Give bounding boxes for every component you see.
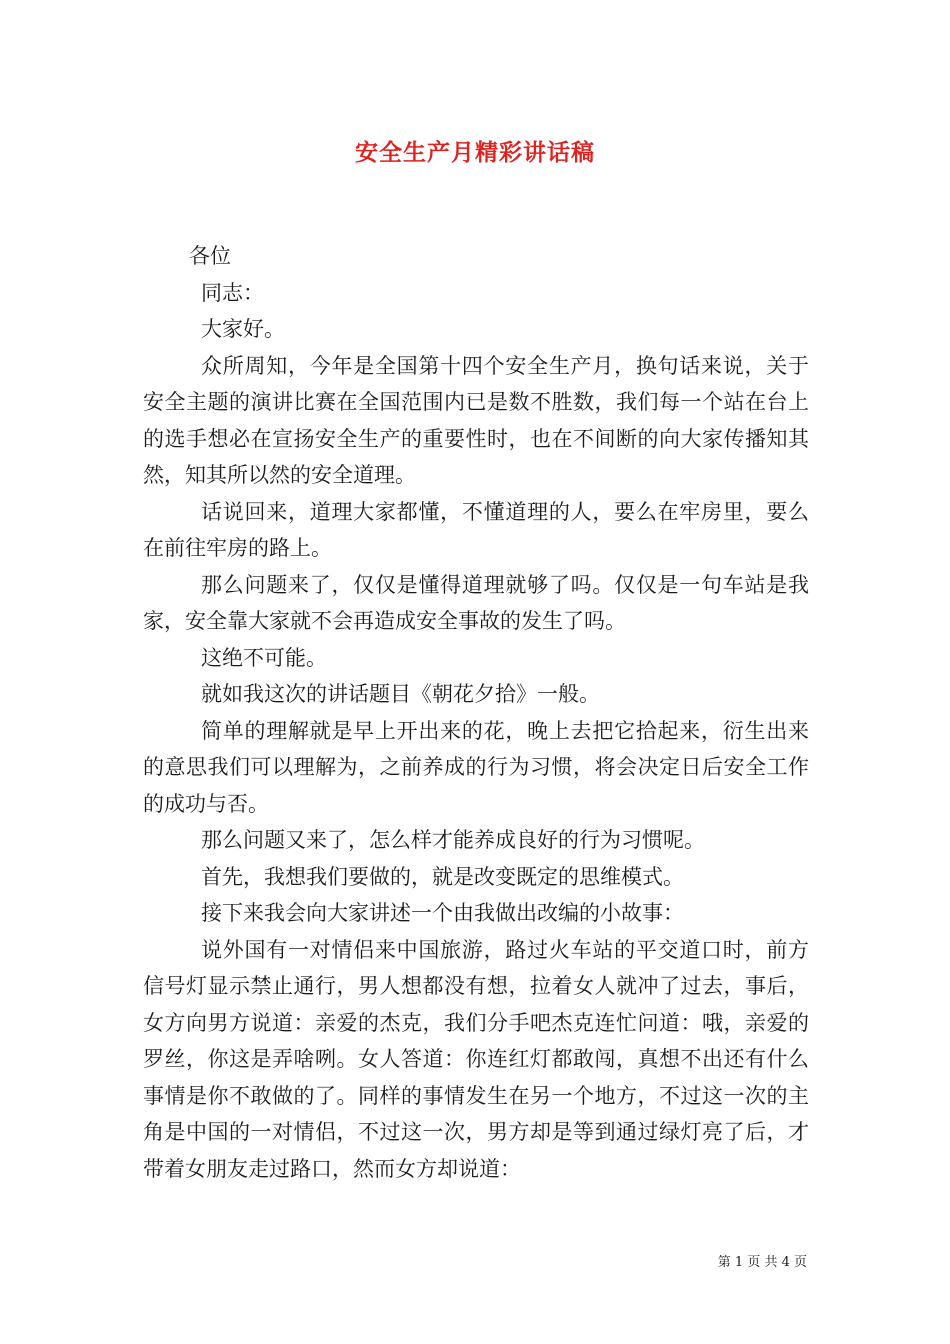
greeting-line: 各位 bbox=[189, 244, 231, 268]
paragraph: 首先，我想我们要做的，就是改变既定的思维模式。 bbox=[201, 864, 684, 889]
paragraph: 说外国有一对情侣来中国旅游，路过火车站的平交道口时，前方信号灯显示禁止通行，男人想都没有想，拉着女人就冲了过去，事后，女方向男方说道：亲爱的杰克，我们分手吧杰克连忙问道：哦，亲爱的罗丝，你这是弄啥咧。女人答道：你连红灯都敢闯，真想不出还有什么事情是你不敢做的了。同样的事情发生在另一个地方，不过这一次的主角是中国的一对情侣，不过这一次，男方却是等到通过绿灯亮了后，才带着女朋友走过路口，然而女方却说道： bbox=[143, 937, 809, 1181]
greeting-line: 同志： bbox=[201, 280, 264, 305]
paragraph: 众所周知，今年是全国第十四个安全生产月，换句话来说，关于安全主题的演讲比赛在全国范围内已是数不胜数，我们每一个站在台上的选手想必在宣扬安全生产的重要性时，也在不间断的向大家传播知其然，知其所以然的安全道理。 bbox=[143, 353, 809, 487]
paragraph: 那么问题来了，仅仅是懂得道理就够了吗。仅仅是一句车站是我家，安全靠大家就不会再造成安全事故的发生了吗。 bbox=[143, 572, 809, 633]
paragraph: 简单的理解就是早上开出来的花，晚上去把它拾起来，衍生出来的意思我们可以理解为，之前养成的行为习惯，将会决定日后安全工作的成功与否。 bbox=[143, 718, 809, 816]
document-body bbox=[143, 238, 809, 1187]
paragraph: 这绝不可能。 bbox=[201, 645, 327, 670]
page-number: 第 1 页 共 4 页 bbox=[717, 1255, 807, 1270]
paragraph: 大家好。 bbox=[201, 317, 285, 341]
paragraph: 那么问题又来了，怎么样才能养成良好的行为习惯呢。 bbox=[201, 828, 705, 852]
document-title: 安全生产月精彩讲话稿 bbox=[355, 139, 595, 166]
paragraph: 就如我这次的讲话题目《朝花夕拾》一般。 bbox=[201, 682, 600, 706]
paragraph: 接下来我会向大家讲述一个由我做出改编的小故事： bbox=[201, 901, 684, 925]
paragraph: 话说回来，道理大家都懂，不懂道理的人，要么在牢房里，要么在前往牢房的路上。 bbox=[143, 499, 809, 560]
